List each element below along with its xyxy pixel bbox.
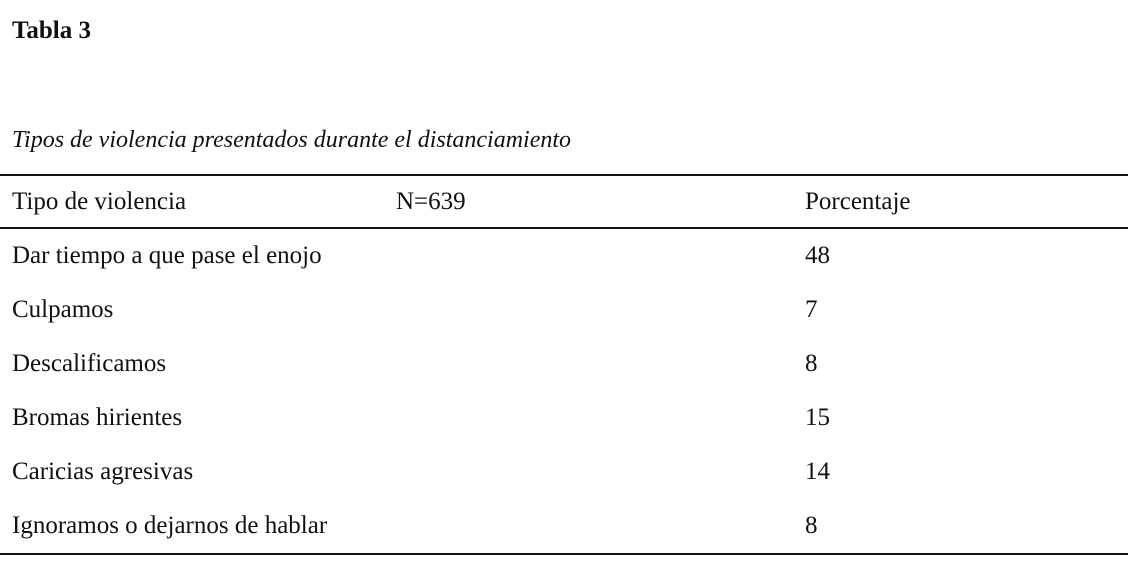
row-percent-cell: 15 (805, 404, 830, 431)
header-row (0, 175, 1128, 228)
header-percent-cell: Porcentaje (805, 187, 911, 215)
table-row (0, 445, 1128, 499)
row-type-cell: Culpamos (12, 296, 114, 323)
table-row (0, 391, 1128, 445)
table-header (0, 175, 1128, 228)
table-number-label: Tabla 3 (12, 17, 91, 44)
row-type-cell: Ignoramos o dejarnos de hablar (12, 512, 328, 539)
table-body (0, 228, 1128, 554)
header-type-label: Tipo de violencia (12, 187, 187, 215)
table-row (0, 283, 1128, 337)
header-type-cell (0, 175, 805, 228)
row-percent-cell: 8 (805, 512, 818, 539)
row-percent-cell: 14 (805, 458, 830, 485)
header-n-label: N=639 (396, 187, 466, 215)
table-title: Tipos de violencia presentados durante el distanciamiento (12, 127, 572, 153)
row-type-cell: Dar tiempo a que pase el enojo (12, 242, 322, 269)
row-type-cell: Descalificamos (12, 350, 167, 377)
row-percent-cell: 8 (805, 350, 818, 377)
row-percent-cell: 7 (805, 296, 818, 323)
row-type-cell: Caricias agresivas (12, 458, 194, 485)
table-row (0, 337, 1128, 391)
table-row (0, 228, 1128, 283)
violence-types-table (0, 174, 1128, 555)
row-percent-cell: 48 (805, 242, 830, 269)
table-row (0, 499, 1128, 554)
row-type-cell: Bromas hirientes (12, 404, 183, 431)
